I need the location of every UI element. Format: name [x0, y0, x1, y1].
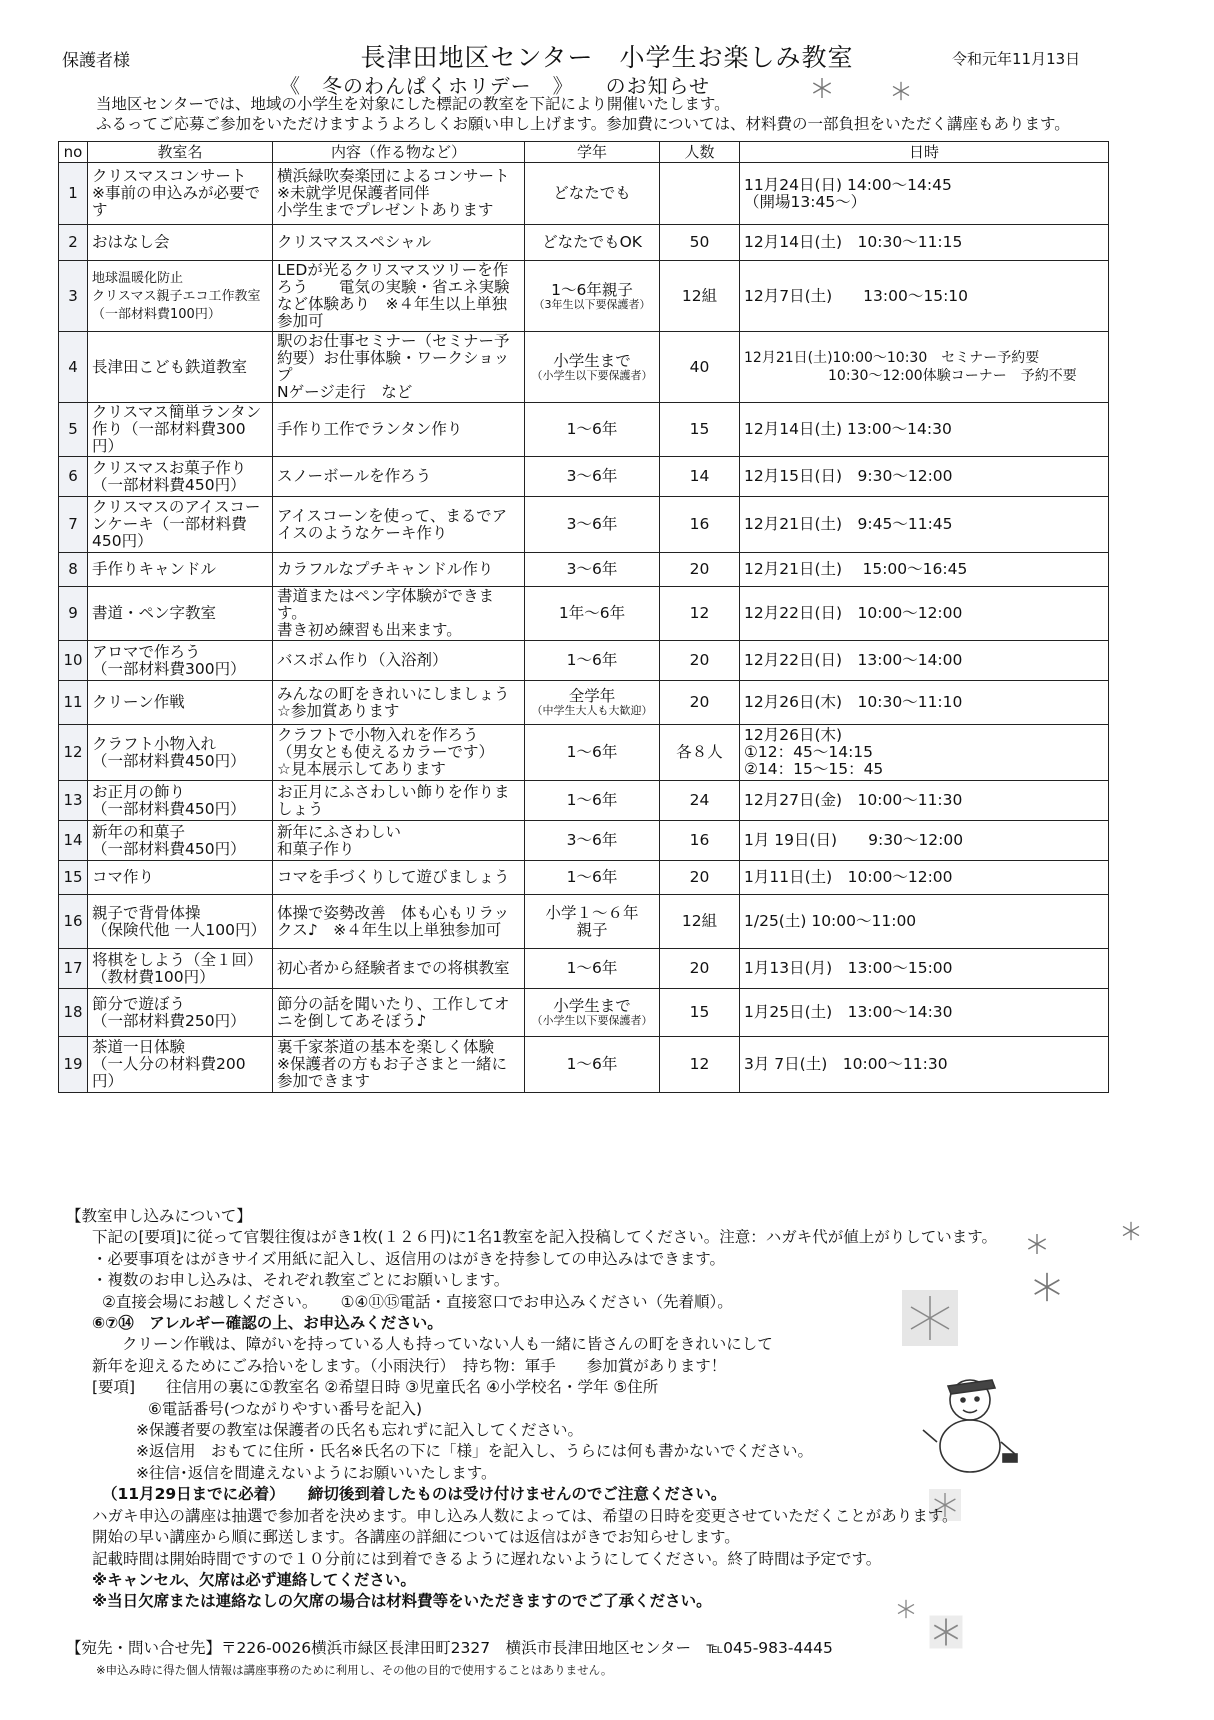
- grade: [525, 989, 660, 1037]
- issue-date: 令和元年11月13日: [952, 50, 1081, 68]
- class-content-text: カラフルなプチキャンドル作り: [277, 560, 494, 578]
- class-name: [88, 225, 273, 261]
- note-line: 開始の早い講座から順に郵送します。各講座の詳細については返信はがきでお知らせします。: [92, 1528, 740, 1547]
- row-number: [59, 332, 88, 403]
- capacity: [660, 1037, 740, 1093]
- capacity-text: 各８人: [676, 743, 723, 761]
- class-content: [273, 261, 525, 332]
- date-time-text: 1月11日(土) 10:00～12:00: [744, 868, 953, 886]
- capacity: [660, 681, 740, 725]
- column-header: 人数: [660, 142, 740, 163]
- class-content: [273, 895, 525, 949]
- class-name-text: 長津田こども鉄道教室: [92, 357, 248, 376]
- class-name-text: クリスマスのアイスコーンケーキ（一部材料費450円）: [92, 498, 261, 550]
- class-name-text: 茶道一日体験 （一人分の材料費200円）: [92, 1038, 246, 1090]
- intro-line: ふるってご応募ご参加をいただけますようよろしくお願い申し上げます。参加費については、材料費の一部負担をいただく講座もあります。: [96, 115, 1070, 133]
- date-time: [740, 332, 1109, 403]
- table-row: [59, 261, 1109, 332]
- row-number-text: 15: [63, 868, 83, 886]
- class-content-text: LEDが光るクリスマスツリーを作ろう 電気の実験・省エネ実験など体験あり ※４年生以上単独参加可: [277, 261, 510, 330]
- class-content-text: バスボム作り（入浴剤）: [277, 651, 448, 669]
- row-number-text: 18: [63, 1003, 83, 1021]
- grade-text: どなたでも: [553, 184, 631, 202]
- capacity: [660, 163, 740, 225]
- date-time: [740, 163, 1109, 225]
- class-name-text: 将棋をしよう（全１回） （教材費100円）: [92, 950, 263, 986]
- grade-text: 1～6年: [566, 651, 618, 669]
- date-time-text: 12月15日(日) 9:30～12:00: [744, 467, 953, 485]
- class-name: [88, 821, 273, 861]
- class-name-text: クリーン作戦: [92, 693, 185, 711]
- class-content: [273, 587, 525, 641]
- grade-note: （小学生以下要保護者）: [531, 368, 653, 382]
- table-row: [59, 1037, 1109, 1093]
- table-row: [59, 861, 1109, 895]
- date-time-text: 12月14日(土) 13:00～14:30: [744, 420, 952, 438]
- date-time-text: 12月21日(土) 15:00～16:45: [744, 560, 968, 578]
- capacity-text: 20: [689, 959, 710, 977]
- notes-heading: 【教室申し込みについて】: [66, 1207, 252, 1225]
- capacity-text: 20: [689, 868, 710, 886]
- date-time-text: 3月 7日(土) 10:00～11:30: [744, 1055, 948, 1073]
- row-number-text: 7: [68, 515, 78, 533]
- capacity: [660, 821, 740, 861]
- row-number-text: 8: [68, 560, 78, 578]
- grade: [525, 895, 660, 949]
- grade-text: 1～6年: [566, 1055, 618, 1073]
- class-name-text: 手作りキャンドル: [92, 560, 217, 578]
- grade: [525, 821, 660, 861]
- grade-text: 小学生まで: [553, 351, 631, 370]
- grade: [525, 225, 660, 261]
- row-number: [59, 403, 88, 457]
- note-line: クリーン作戦は、障がいを持っている人も持っていない人も一緒に皆さんの町をきれいにして: [122, 1335, 773, 1354]
- class-content-text: 初心者から経験者までの将棋教室: [277, 959, 510, 977]
- row-number-text: 19: [63, 1055, 83, 1073]
- class-name-text: クラフト小物入れ （一部材料費450円）: [92, 734, 246, 770]
- snowflake-icon: [890, 80, 912, 102]
- addressee: 保護者様: [62, 51, 130, 71]
- class-content: [273, 497, 525, 553]
- grade-text: 1年～6年: [558, 604, 626, 622]
- class-content-text: アイスコーンを使って、まるでアイスのようなケーキ作り: [277, 506, 508, 542]
- date-time-text: 12月27日(金) 10:00～11:30: [744, 791, 963, 809]
- note-line: 新年を迎えるためにごみ拾いをします。（小雨決行） 持ち物：軍手 参加賞があります！: [92, 1356, 727, 1375]
- class-name-text: クリスマスお菓子作り （一部材料費450円）: [92, 458, 247, 494]
- capacity: [660, 261, 740, 332]
- column-header: 日時: [740, 142, 1109, 163]
- grade-text: 全学年: [568, 687, 616, 705]
- class-content: [273, 949, 525, 989]
- capacity-text: 12組: [681, 912, 718, 930]
- class-content: [273, 781, 525, 821]
- note-line: 下記の[要項]に従って官製往復はがき1枚(１２６円)に1名1教室を記入投稿してください。注意：ハガキ代が値上がりしています。: [92, 1228, 998, 1247]
- grade: [525, 641, 660, 681]
- date-time: [740, 1037, 1109, 1093]
- capacity: [660, 553, 740, 587]
- date-time-text: 12月21日(土)10:00～10:30 セミナー予約要 10:30～12:00体験コーナー 予約不要: [744, 350, 1077, 384]
- date-time: [740, 497, 1109, 553]
- table-row: [59, 163, 1109, 225]
- grade-text: 小学生まで: [553, 997, 631, 1015]
- row-number-text: 6: [68, 467, 78, 485]
- class-content-text: 手作り工作でランタン作り: [277, 420, 463, 438]
- class-name-text: クリスマス簡単ランタン作り（一部材料費300円）: [92, 403, 262, 455]
- date-time-text: 12月22日(日) 13:00～14:00: [744, 651, 963, 669]
- grade: [525, 553, 660, 587]
- privacy-note: ※申込み時に得た個人情報は講座事務のために利用し、その他の目的で使用することはありません。: [96, 1663, 613, 1677]
- date-time-text: 12月7日(土) 13:00～15:10: [744, 286, 969, 305]
- grade: [525, 861, 660, 895]
- class-name: [88, 895, 273, 949]
- date-time: [740, 225, 1109, 261]
- row-number: [59, 681, 88, 725]
- row-number-text: 5: [68, 420, 78, 438]
- snowflake-icon: [810, 76, 834, 100]
- note-line: ⑥電話番号(つながりやすい番号を記入): [148, 1399, 422, 1418]
- capacity: [660, 641, 740, 681]
- table-row: [59, 403, 1109, 457]
- capacity: [660, 332, 740, 403]
- grade-text: 1～6年: [566, 420, 618, 438]
- class-name: [88, 457, 273, 497]
- row-number-text: 14: [63, 831, 83, 849]
- row-number: [59, 225, 88, 261]
- intro-text: [96, 94, 1070, 134]
- note-line: ※保護者要の教室は保護者の氏名も忘れずに記入してください。: [136, 1421, 583, 1440]
- date-time-text: 12月26日(木) 10:30～11:10: [744, 693, 963, 711]
- grade: [525, 457, 660, 497]
- row-number: [59, 1037, 88, 1093]
- column-header: 内容（作る物など）: [273, 142, 525, 163]
- row-number-text: 13: [63, 791, 83, 809]
- table-row: [59, 332, 1109, 403]
- class-content: [273, 163, 525, 225]
- table-row: [59, 225, 1109, 261]
- note-line: ・複数のお申し込みは、それぞれ教室ごとにお願いします。: [92, 1271, 510, 1290]
- row-number-text: 17: [63, 959, 83, 977]
- row-number-text: 2: [68, 233, 78, 251]
- capacity-text: 15: [689, 420, 710, 438]
- class-content: [273, 725, 525, 781]
- capacity: [660, 497, 740, 553]
- table-row: [59, 457, 1109, 497]
- capacity: [660, 989, 740, 1037]
- date-time-text: 1月25日(土) 13:00～14:30: [744, 1003, 953, 1021]
- grade: [525, 163, 660, 225]
- date-time: [740, 861, 1109, 895]
- row-number: [59, 895, 88, 949]
- grade-text: 3～6年: [566, 831, 618, 849]
- date-time: [740, 989, 1109, 1037]
- row-number-text: 3: [68, 286, 78, 305]
- class-name: [88, 989, 273, 1037]
- grade: [525, 781, 660, 821]
- note-line: ※返信用 おもてに住所・氏名※氏名の下に「様」を記入し、うらには何も書かないでください。: [136, 1442, 813, 1461]
- class-name-text: 親子で背骨体操 （保険代他 一人100円）: [92, 903, 267, 939]
- contact-info: 【宛先・問い合せ先】〒226-0026横浜市緑区長津田町2327 横浜市長津田地区センター ℡045-983-4445: [66, 1639, 833, 1657]
- class-content-text: 新年にふさわしい 和菓子作り: [277, 822, 402, 858]
- note-line: ※往信･返信を間違えないようにお願いいたします。: [136, 1463, 497, 1482]
- capacity-text: 40: [689, 357, 710, 376]
- page-subtitle: 《 冬のわんぱくホリデー 》 のお知らせ: [280, 74, 710, 98]
- table-row: [59, 821, 1109, 861]
- grade: [525, 261, 660, 332]
- row-number: [59, 821, 88, 861]
- note-line: ※キャンセル、欠席は必ず連絡してください。: [92, 1570, 416, 1589]
- row-number-text: 16: [63, 912, 83, 930]
- class-name: [88, 681, 273, 725]
- schedule-table: [58, 141, 1109, 1093]
- capacity-text: 20: [689, 651, 710, 669]
- grade-text: 1～6年: [566, 791, 618, 809]
- date-time-text: 1月 19日(日) 9:30～12:00: [744, 831, 964, 849]
- date-time-text: 12月21日(土) 9:45～11:45: [744, 515, 953, 533]
- table-row: [59, 895, 1109, 949]
- row-number: [59, 457, 88, 497]
- snowflake-icon: [928, 1614, 964, 1650]
- capacity-text: 15: [689, 1003, 710, 1021]
- class-content-text: 書道またはペン字体験ができます。 書き初め練習も出来ます。: [277, 587, 495, 639]
- table-row: [59, 781, 1109, 821]
- row-number: [59, 261, 88, 332]
- capacity-text: 16: [689, 831, 710, 849]
- table-row: [59, 989, 1109, 1037]
- class-name: [88, 781, 273, 821]
- capacity: [660, 457, 740, 497]
- note-line: （11月29日までに必着） 締切後到着したものは受け付けませんのでご注意ください。: [102, 1485, 727, 1504]
- date-time-text: 1/25(土) 10:00～11:00: [744, 912, 917, 930]
- class-content: [273, 681, 525, 725]
- class-content-text: 横浜緑吹奏楽団によるコンサート ※未就学児保護者同伴 小学生までプレゼントあります: [277, 167, 510, 219]
- capacity: [660, 895, 740, 949]
- class-name-text: クリスマスコンサート ※事前の申込みが必要です: [92, 167, 260, 219]
- grade-text: 1～6年: [566, 743, 618, 761]
- class-content: [273, 457, 525, 497]
- class-content: [273, 225, 525, 261]
- class-content: [273, 641, 525, 681]
- class-content-text: 節分の話を聞いたり、工作してオニを倒してあそぼう♪: [277, 994, 510, 1030]
- capacity: [660, 403, 740, 457]
- date-time: [740, 681, 1109, 725]
- capacity: [660, 225, 740, 261]
- capacity-text: 16: [689, 515, 710, 533]
- row-number-text: 4: [68, 357, 78, 376]
- table-row: [59, 681, 1109, 725]
- capacity-text: 50: [689, 233, 710, 251]
- capacity-text: 12組: [681, 286, 718, 305]
- date-time: [740, 587, 1109, 641]
- row-number: [59, 861, 88, 895]
- grade: [525, 1037, 660, 1093]
- note-line: ・必要事項をはがきサイズ用紙に記入し、返信用のはがきを持参しての申込みはできます。: [92, 1249, 726, 1268]
- row-number: [59, 163, 88, 225]
- date-time: [740, 261, 1109, 332]
- table-row: [59, 641, 1109, 681]
- note-line: 記載時間は開始時間ですので１０分前には到着できるように遅れないようにしてください。終了時間は予定です。: [92, 1549, 882, 1568]
- row-number: [59, 989, 88, 1037]
- column-header: no: [59, 142, 88, 163]
- class-content-text: スノーボールを作ろう: [277, 467, 432, 485]
- class-content: [273, 403, 525, 457]
- grade: [525, 332, 660, 403]
- grade-text: 1～6年: [566, 868, 618, 886]
- grade-note: （3年生以下要保護者）: [533, 297, 651, 311]
- class-name: [88, 641, 273, 681]
- class-content-text: クラフトで小物入れを作ろう （男女とも使えるカラーです） ☆見本展示してあります: [277, 726, 495, 778]
- class-name-text: おはなし会: [92, 233, 170, 251]
- class-name-text: コマ作り: [92, 868, 155, 886]
- column-header: 教室名: [88, 142, 273, 163]
- class-name: [88, 587, 273, 641]
- row-number: [59, 497, 88, 553]
- class-name: [88, 725, 273, 781]
- class-content-text: コマを手づくりして遊びましょう: [277, 868, 510, 886]
- table-header-row: [59, 142, 1109, 163]
- class-content: [273, 332, 525, 403]
- grade: [525, 681, 660, 725]
- class-content-text: みんなの町をきれいにしましょう ☆参加賞あります: [277, 684, 510, 720]
- class-name: [88, 403, 273, 457]
- class-name: [88, 861, 273, 895]
- class-name-text: 新年の和菓子 （一部材料費450円）: [92, 822, 246, 858]
- class-content: [273, 553, 525, 587]
- class-content-text: クリスマススペシャル: [277, 233, 432, 251]
- row-number: [59, 725, 88, 781]
- grade: [525, 403, 660, 457]
- grade-text: どなたでもOK: [542, 233, 642, 251]
- grade-text: 3～6年: [566, 560, 618, 578]
- grade-text: 3～6年: [566, 515, 618, 533]
- capacity: [660, 725, 740, 781]
- class-name: [88, 1037, 273, 1093]
- row-number-text: 9: [68, 604, 78, 622]
- capacity-text: 20: [689, 693, 710, 711]
- row-number: [59, 553, 88, 587]
- date-time-text: 1月13日(月) 13:00～15:00: [744, 959, 953, 977]
- date-time: [740, 725, 1109, 781]
- page-title: 長津田地区センター 小学生お楽しみ教室: [360, 43, 854, 72]
- grade: [525, 949, 660, 989]
- class-name: [88, 553, 273, 587]
- date-time: [740, 403, 1109, 457]
- date-time-text: 12月26日(木) ①12：45～14:15 ②14：15～15：45: [744, 726, 884, 778]
- date-time: [740, 895, 1109, 949]
- date-time: [740, 781, 1109, 821]
- row-number: [59, 587, 88, 641]
- capacity: [660, 781, 740, 821]
- note-line: [要項] 往信用の裏に①教室名 ②希望日時 ③児童氏名 ④小学校名・学年 ⑤住所: [92, 1378, 659, 1397]
- capacity-text: 20: [689, 560, 710, 578]
- capacity-text: 12: [689, 1055, 710, 1073]
- application-notes: [66, 1206, 1156, 1613]
- row-number-text: 10: [63, 651, 83, 669]
- capacity-text: 24: [689, 791, 710, 809]
- date-time-text: 12月14日(土) 10:30～11:15: [744, 233, 963, 251]
- row-number-text: 12: [63, 743, 83, 761]
- grade-text: 1～6年親子: [551, 280, 633, 299]
- row-number: [59, 781, 88, 821]
- class-content: [273, 989, 525, 1037]
- grade: [525, 725, 660, 781]
- grade-text: 小学１～６年 親子: [545, 903, 639, 939]
- row-number: [59, 949, 88, 989]
- class-name-text: 節分で遊ぼう （一部材料費250円）: [92, 994, 246, 1030]
- capacity-text: 12: [689, 604, 710, 622]
- class-content: [273, 861, 525, 895]
- grade: [525, 587, 660, 641]
- date-time: [740, 457, 1109, 497]
- intro-line: 当地区センターでは、地域の小学生を対象にした標記の教室を下記により開催いたします。: [96, 95, 730, 113]
- column-header: 学年: [525, 142, 660, 163]
- row-number-text: 1: [68, 184, 78, 202]
- table-row: [59, 949, 1109, 989]
- class-name: [88, 332, 273, 403]
- class-content: [273, 821, 525, 861]
- grade-note: （中学生大人も大歓迎）: [531, 704, 653, 717]
- class-content-text: お正月にふさわしい飾りを作りましょう: [277, 782, 510, 818]
- date-time: [740, 821, 1109, 861]
- date-time-text: 12月22日(日) 10:00～12:00: [744, 604, 963, 622]
- class-content: [273, 1037, 525, 1093]
- note-line: ⑥⑦⑭ アレルギー確認の上、お申込みください。: [92, 1314, 443, 1333]
- capacity-text: 14: [689, 467, 710, 485]
- class-name: [88, 261, 273, 332]
- capacity: [660, 861, 740, 895]
- class-content-text: 裏千家茶道の基本を楽しく体験 ※保護者の方もお子さまと一緒に参加できます: [277, 1038, 507, 1090]
- table-row: [59, 725, 1109, 781]
- row-number: [59, 641, 88, 681]
- class-name-text: アロマで作ろう （一部材料費300円）: [92, 642, 246, 678]
- class-content-text: 駅のお仕事セミナー（セミナー予約要）お仕事体験・ワークショップ Nゲージ走行 など: [277, 332, 510, 401]
- note-line: ※当日欠席または連絡なしの欠席の場合は材料費等をいただきますのでご了承ください。: [92, 1592, 712, 1611]
- date-time: [740, 641, 1109, 681]
- table-row: [59, 553, 1109, 587]
- class-name-text: お正月の飾り （一部材料費450円）: [92, 782, 246, 818]
- class-name: [88, 949, 273, 989]
- grade-note: （小学生以下要保護者）: [531, 1014, 653, 1027]
- row-number-text: 11: [63, 693, 83, 711]
- table-row: [59, 587, 1109, 641]
- grade: [525, 497, 660, 553]
- note-line: ハガキ申込の講座は抽選で参加者を決めます。申し込み人数によっては、希望の日時を変更させていただくことがあります。: [92, 1506, 958, 1525]
- date-time: [740, 553, 1109, 587]
- note-line: ②直接会場にお越しください。 ①④⑪⑮電話・直接窓口でお申込みください（先着順）。: [102, 1292, 733, 1311]
- grade-text: 3～6年: [566, 467, 618, 485]
- table-row: [59, 497, 1109, 553]
- date-time: [740, 949, 1109, 989]
- capacity: [660, 587, 740, 641]
- date-time-text: 11月24日(日) 14:00～14:45 （開場13:45～）: [744, 175, 952, 211]
- grade-text: 1～6年: [566, 959, 618, 977]
- class-name: [88, 163, 273, 225]
- class-name-text: 書道・ペン字教室: [92, 604, 217, 622]
- class-name: [88, 497, 273, 553]
- capacity: [660, 949, 740, 989]
- class-name-text: 地球温暖化防止 クリスマス親子エコ工作教室 （一部材料費100円）: [92, 271, 261, 322]
- class-content-text: 体操で姿勢改善 体も心もリラックス♪ ※４年生以上単独参加可: [277, 903, 510, 939]
